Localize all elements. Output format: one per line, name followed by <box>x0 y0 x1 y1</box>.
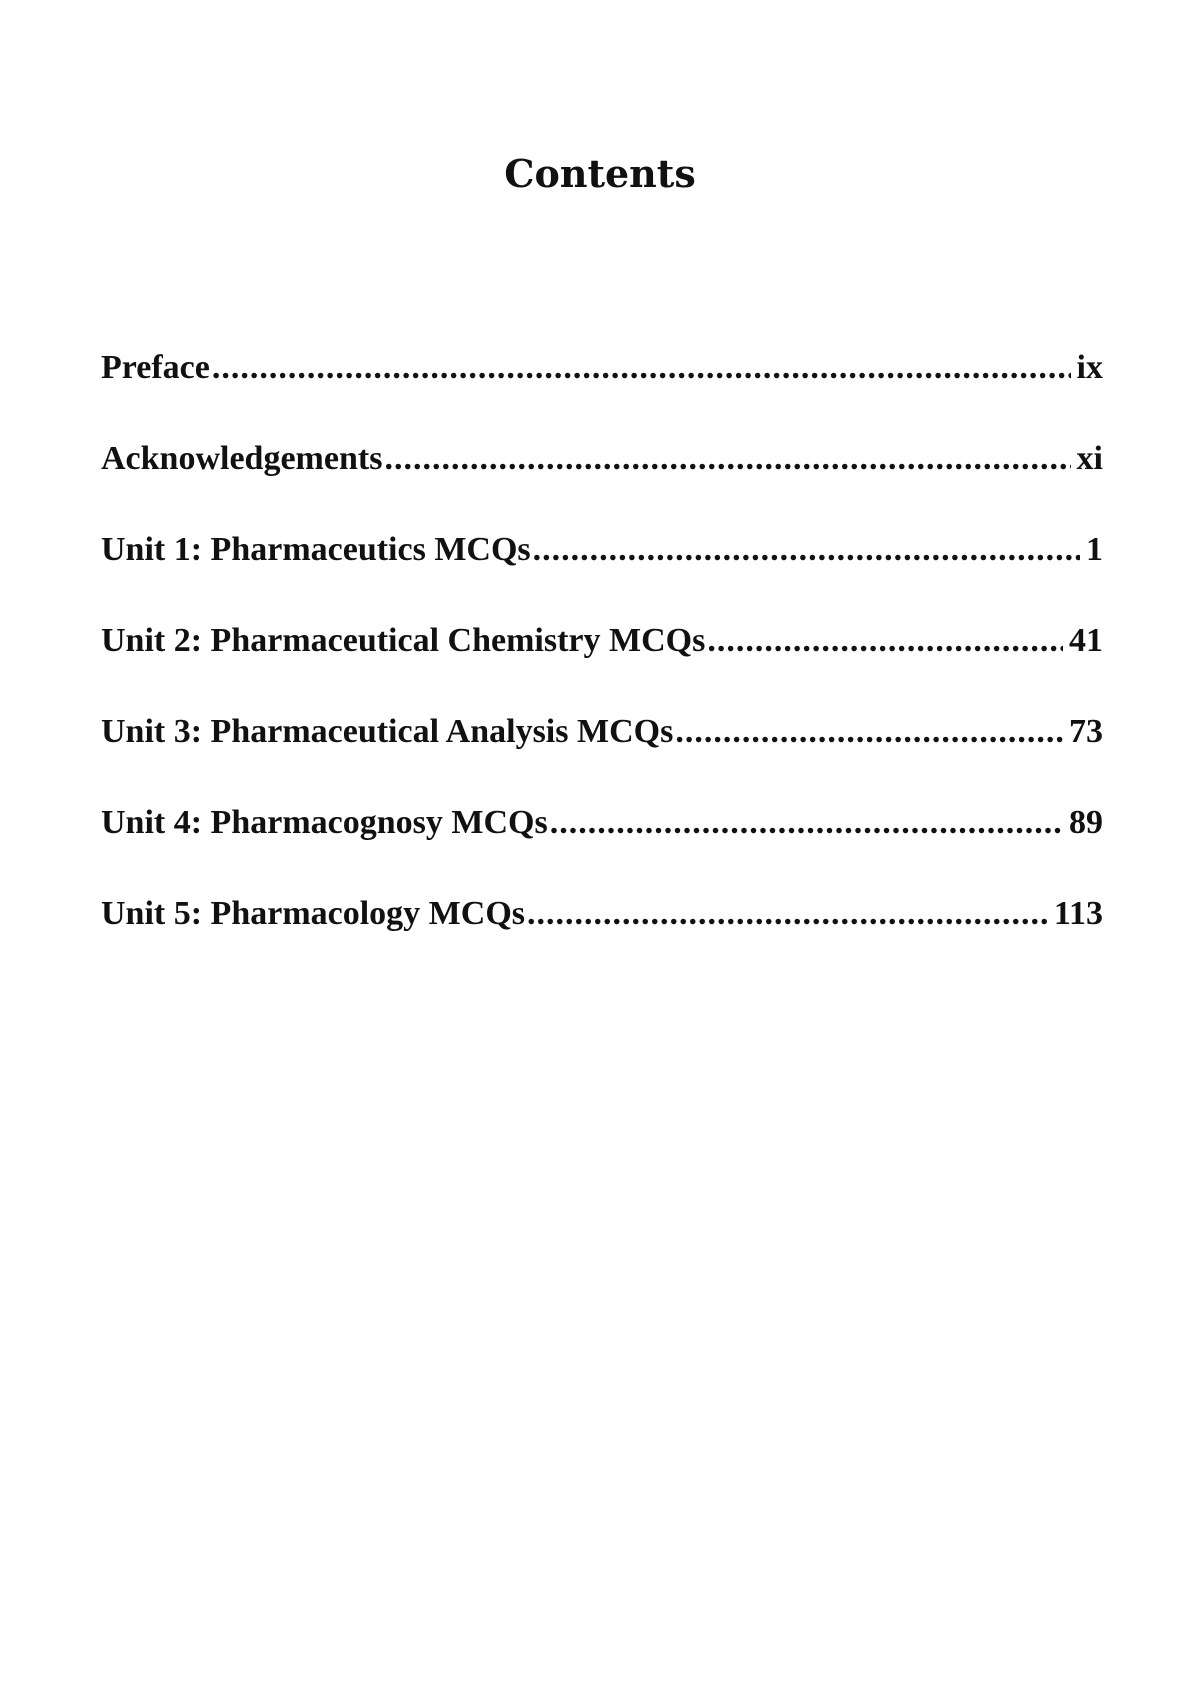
toc-entry-label: Unit 2: Pharmaceutical Chemistry MCQs <box>101 622 706 659</box>
toc-entry-label: Acknowledgements <box>101 440 383 477</box>
toc-entry-page-number: 89 <box>1069 804 1103 841</box>
toc-entry-label: Unit 4: Pharmacognosy MCQs <box>101 804 548 841</box>
dot-leader <box>707 619 1063 663</box>
toc-entry-unit-5 <box>101 892 1103 983</box>
toc-entry-label: Unit 3: Pharmaceutical Analysis MCQs <box>101 713 674 750</box>
toc-entry-label: Preface <box>101 349 210 386</box>
toc-entry-page-number: 41 <box>1069 622 1103 659</box>
toc-entry-acknowledgements <box>101 437 1103 528</box>
toc-entry-unit-3 <box>101 710 1103 801</box>
toc-entry-unit-1 <box>101 528 1103 619</box>
toc-entry-unit-4 <box>101 801 1103 892</box>
dot-leader <box>550 801 1063 845</box>
toc-entry-page-number: 1 <box>1086 531 1103 568</box>
toc-entry-unit-2 <box>101 619 1103 710</box>
dot-leader <box>527 892 1048 936</box>
toc-entry-page-number: 113 <box>1053 895 1103 932</box>
toc-entry-page-number: 73 <box>1069 713 1103 750</box>
table-of-contents <box>101 346 1103 983</box>
dot-leader <box>533 528 1080 572</box>
dot-leader <box>675 710 1063 754</box>
dot-leader <box>212 346 1071 390</box>
toc-entry-preface <box>101 346 1103 437</box>
toc-entry-label: Unit 5: Pharmacology MCQs <box>101 895 526 932</box>
toc-entry-page-number: xi <box>1076 440 1103 477</box>
dot-leader <box>384 437 1070 481</box>
toc-entry-label: Unit 1: Pharmaceutics MCQs <box>101 531 531 568</box>
toc-entry-page-number: ix <box>1076 349 1103 386</box>
page-title: Contents <box>504 151 696 196</box>
